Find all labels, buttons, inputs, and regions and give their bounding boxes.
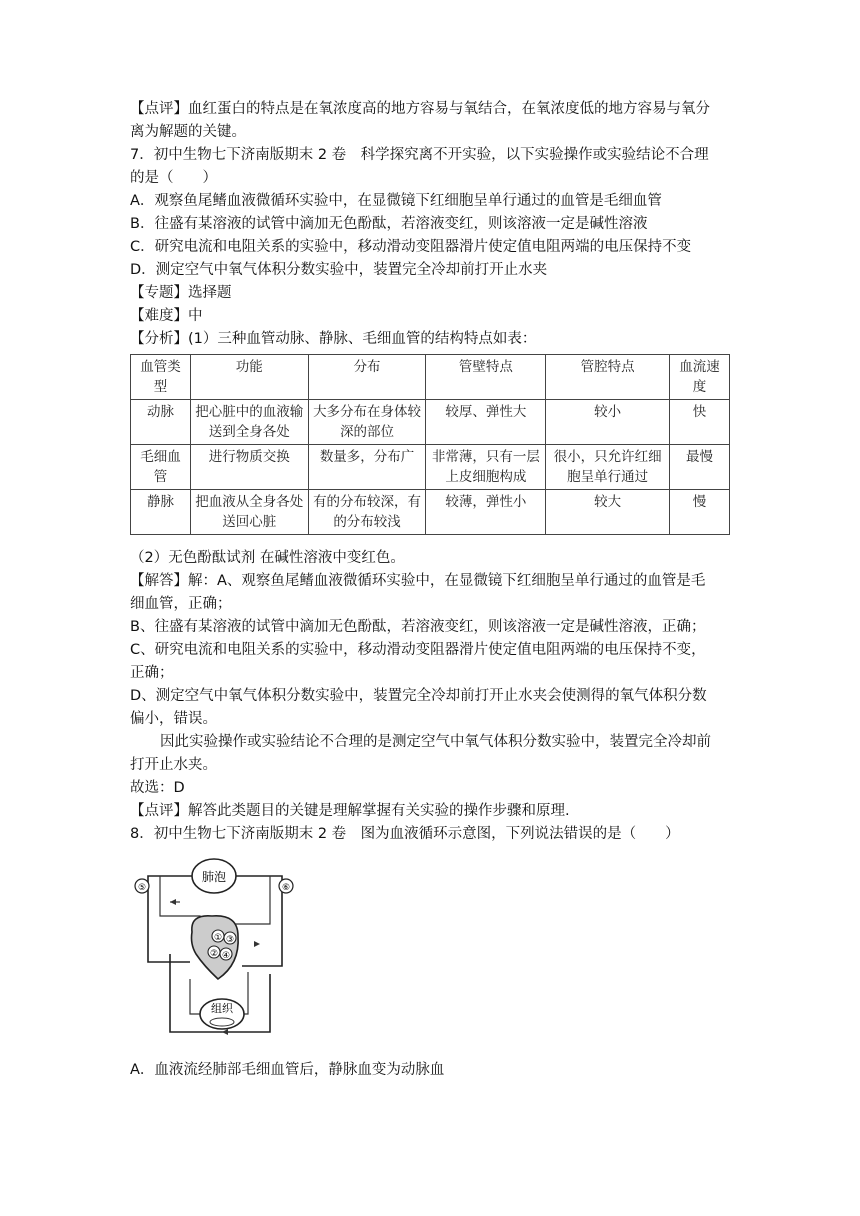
question-7 — [130, 144, 742, 351]
table-cell: 慢 — [670, 490, 730, 535]
table-header-cell: 血管类型 — [131, 355, 191, 400]
text-line: 【点评】血红蛋白的特点是在氧浓度高的地方容易与氧结合，在氧浓度低的地方容易与氧分 — [130, 101, 710, 117]
table-cell: 大多分布在身体较深的部位 — [308, 400, 426, 445]
table-cell: 较小 — [546, 400, 670, 445]
table-header-cell: 血流速度 — [670, 355, 730, 400]
vessel-table — [130, 354, 730, 535]
table-cell: 较大 — [546, 490, 670, 535]
option-b: B．往盛有某溶液的试管中滴加无色酚酞，若溶液变红，则该溶液一定是碱性溶液 — [130, 216, 648, 232]
option-c: C．研究电流和电阻关系的实验中，移动滑动变阻器滑片使定值电阻两端的电压保持不变 — [130, 239, 692, 255]
heart-marker-3: ③ — [225, 935, 235, 945]
question-7-stem-cont: 的是（ ） — [130, 170, 217, 186]
table-cell: 很小，只允许红细胞呈单行通过 — [546, 445, 670, 490]
table-cell: 较薄，弹性小 — [426, 490, 546, 535]
topic-label: 【专题】选择题 — [130, 285, 232, 301]
document-page — [130, 98, 742, 1082]
heart-marker-1: ① — [213, 933, 223, 943]
table-cell: 非常薄，只有一层上皮细胞构成 — [426, 445, 546, 490]
answer-line: 偏小，错误。 — [130, 711, 217, 727]
table-cell: 进行物质交换 — [190, 445, 308, 490]
heart-marker-4: ④ — [221, 951, 231, 961]
table-row — [131, 445, 730, 490]
table-header-row — [131, 355, 730, 400]
answer-line: 【解答】解：A、观察鱼尾鳍血液微循环实验中，在显微镜下红细胞呈单行通过的血管是毛 — [130, 573, 706, 589]
review-note-7: 【点评】解答此类题目的关键是理解掌握有关实验的操作步骤和原理. — [130, 803, 570, 819]
answer-section — [130, 547, 742, 846]
table-cell: 快 — [670, 400, 730, 445]
table-cell: 把心脏中的血液输送到全身各处 — [190, 400, 308, 445]
table-cell: 静脉 — [131, 490, 191, 535]
analysis-intro: 【分析】(1）三种血管动脉、静脉、毛细血管的结构特点如表： — [130, 331, 537, 347]
option-a: A．观察鱼尾鳍血液微循环实验中，在显微镜下红细胞呈单行通过的血管是毛细血管 — [130, 193, 662, 209]
table-header-cell: 分布 — [308, 355, 426, 400]
question-7-stem: 7．初中生物七下济南版期末 2 卷 科学探究离不开实验，以下实验操作或实验结论不合理 — [130, 147, 709, 163]
table-cell: 动脉 — [131, 400, 191, 445]
text-line: 离为解题的关键。 — [130, 124, 246, 140]
answer-line: C、研究电流和电阻关系的实验中，移动滑动变阻器滑片使定值电阻两端的电压保持不变， — [130, 642, 706, 658]
review-note-6 — [130, 98, 742, 144]
vessel-marker-6: ⑥ — [281, 883, 291, 893]
tissue-label: 组织 — [211, 1002, 233, 1015]
table-header-cell: 管壁特点 — [426, 355, 546, 400]
answer-line: D、测定空气中氧气体积分数实验中，装置完全冷却前打开止水夹会使测得的氧气体积分数 — [130, 688, 707, 704]
conclusion-line: 打开止水夹。 — [130, 757, 217, 773]
table-cell: 最慢 — [670, 445, 730, 490]
blood-circulation-diagram — [130, 854, 300, 1049]
table-cell: 有的分布较深，有的分布较浅 — [308, 490, 426, 535]
table-cell: 把血液从全身各处送回心脏 — [190, 490, 308, 535]
question-8-stem: 8．初中生物七下济南版期末 2 卷 图为血液循环示意图，下列说法错误的是（ ） — [130, 826, 680, 842]
option-d: D．测定空气中氧气体积分数实验中，装置完全冷却前打开止水夹 — [130, 262, 548, 278]
conclusion-line: 因此实验操作或实验结论不合理的是测定空气中氧气体积分数实验中，装置完全冷却前 — [160, 734, 711, 750]
answer-choice: 故选：D — [130, 780, 185, 796]
table-cell: 数量多，分布广 — [308, 445, 426, 490]
table-row — [131, 490, 730, 535]
table-row — [131, 400, 730, 445]
answer-line: 细血管，正确； — [130, 596, 232, 612]
table-cell: 较厚、弹性大 — [426, 400, 546, 445]
table-cell: 毛细血管 — [131, 445, 191, 490]
table-header-cell: 功能 — [190, 355, 308, 400]
table-header-cell: 管腔特点 — [546, 355, 670, 400]
analysis-point-2: （2）无色酚酞试剂 在碱性溶液中变红色。 — [130, 550, 405, 566]
difficulty-label: 【难度】中 — [130, 308, 203, 324]
lung-label: 肺泡 — [201, 870, 227, 884]
question-8-option-a: A．血液流经肺部毛细血管后，静脉血变为动脉血 — [130, 1062, 445, 1078]
heart-marker-2: ② — [209, 949, 219, 959]
answer-line: 正确； — [130, 665, 174, 681]
answer-line: B、往盛有某溶液的试管中滴加无色酚酞，若溶液变红，则该溶液一定是碱性溶液，正确； — [130, 619, 706, 635]
vessel-marker-5: ⑤ — [137, 883, 147, 893]
